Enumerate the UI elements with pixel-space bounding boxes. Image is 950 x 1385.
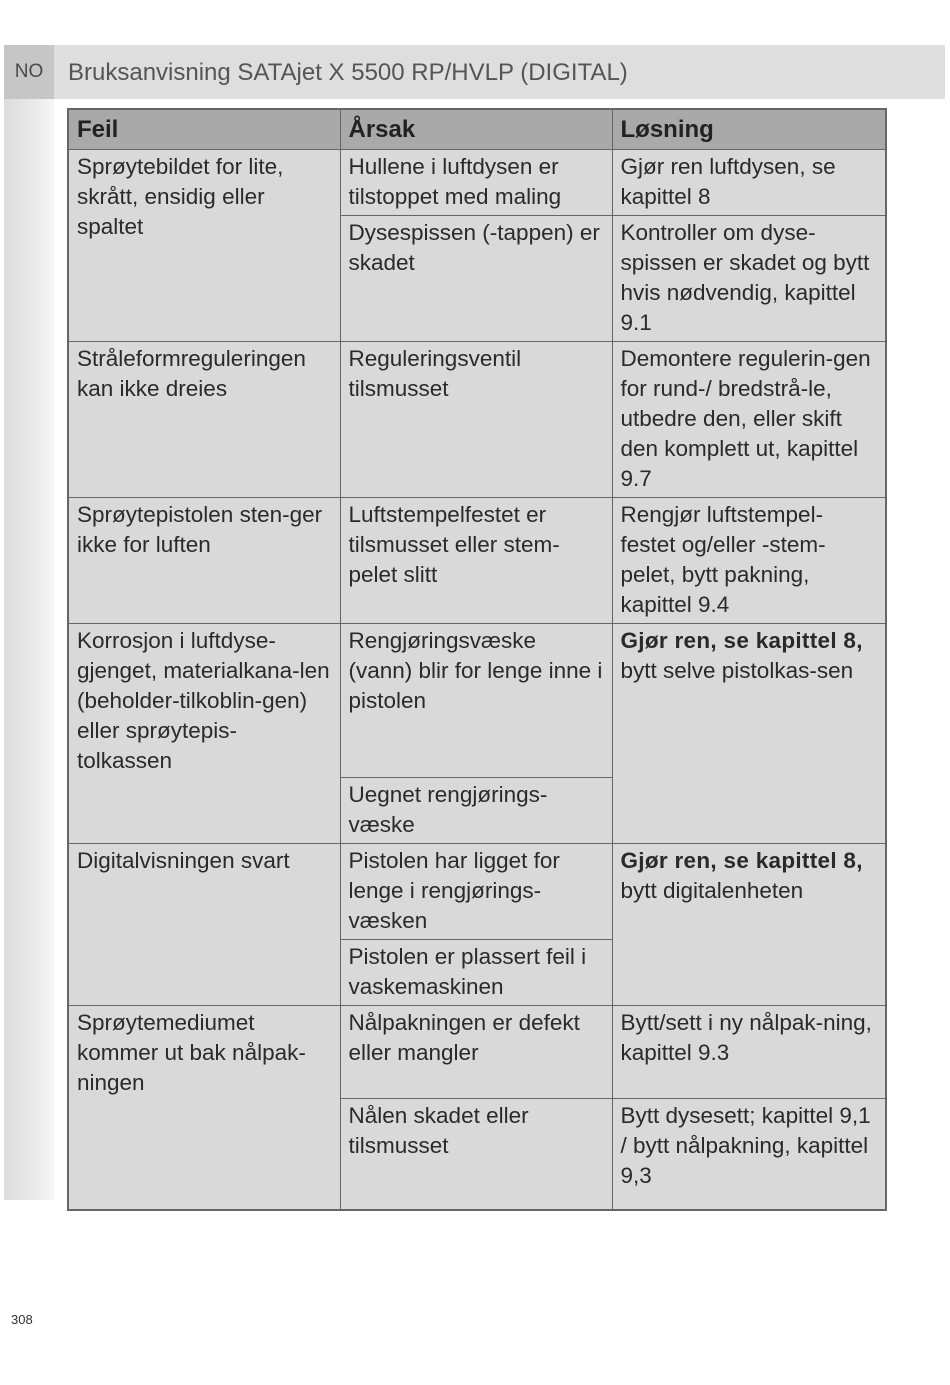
table-row — [68, 342, 886, 498]
table-header-row — [68, 109, 886, 150]
losning-cell — [612, 844, 886, 1006]
losning-bold-text: Gjør ren, se kapittel 8, — [620, 628, 863, 653]
feil-cell: Stråleformreguleringen kan ikke dreies — [68, 342, 340, 498]
feil-cell: Sprøytepistolen sten-ger ikke for luften — [68, 498, 340, 624]
language-code: NO — [4, 45, 54, 99]
arsak-cell: Dysespissen (-tappen) er skadet — [340, 216, 612, 342]
losning-cell: Demontere regulerin-gen for rund-/ bredstrå-le, utbedre den, eller skift den komplett ut, kapittel 9.7 — [612, 342, 886, 498]
feil-cell: Korrosjon i luftdyse-gjenget, materialkana-len (beholder-tilkoblin-gen) eller sprøytepis-tolkassen — [68, 624, 340, 844]
feil-cell: Digitalvisningen svart — [68, 844, 340, 1006]
losning-cell: Bytt dysesett; kapittel 9,1 / bytt nålpakning, kapittel 9,3 — [612, 1099, 886, 1210]
table-row — [68, 844, 886, 940]
losning-text: bytt digitalenheten — [620, 878, 804, 903]
table-row — [68, 150, 886, 216]
column-header-arsak: Årsak — [340, 109, 612, 150]
losning-cell: Gjør ren luftdysen, se kapittel 8 — [612, 150, 886, 216]
arsak-cell: Hullene i luftdysen er tilstoppet med maling — [340, 150, 612, 216]
page-number: 308 — [11, 1312, 33, 1327]
arsak-cell: Pistolen er plassert feil i vaskemaskinen — [340, 940, 612, 1006]
arsak-cell: Reguleringsventil tilsmusset — [340, 342, 612, 498]
column-header-feil: Feil — [68, 109, 340, 150]
arsak-cell: Nålen skadet eller tilsmusset — [340, 1099, 612, 1210]
losning-cell: Kontroller om dyse-spissen er skadet og bytt hvis nødvendig, kapittel 9.1 — [612, 216, 886, 342]
table-row — [68, 1006, 886, 1099]
losning-cell: Rengjør luftstempel-festet og/eller -stem-pelet, bytt pakning, kapittel 9.4 — [612, 498, 886, 624]
arsak-cell: Pistolen har ligget for lenge i rengjørings-væsken — [340, 844, 612, 940]
losning-text: bytt selve pistolkas-sen — [620, 658, 854, 683]
arsak-cell: Rengjøringsvæske (vann) blir for lenge inne i pistolen — [340, 624, 612, 778]
table-row — [68, 498, 886, 624]
losning-cell — [612, 624, 886, 844]
feil-cell: Sprøytemediumet kommer ut bak nålpak-ningen — [68, 1006, 340, 1210]
arsak-cell: Luftstempelfestet er tilsmusset eller stem-pelet slitt — [340, 498, 612, 624]
arsak-cell: Nålpakningen er defekt eller mangler — [340, 1006, 612, 1099]
losning-cell: Bytt/sett i ny nålpak-ning, kapittel 9.3 — [612, 1006, 886, 1099]
feil-cell: Sprøytebildet for lite, skrått, ensidig eller spaltet — [68, 150, 340, 342]
troubleshooting-table — [67, 108, 887, 1211]
losning-bold-text: Gjør ren, se kapittel 8, — [620, 848, 863, 873]
page-margin-strip — [4, 96, 54, 1200]
arsak-cell: Uegnet rengjørings-væske — [340, 778, 612, 844]
document-header — [4, 45, 945, 99]
document-title: Bruksanvisning SATAjet X 5500 RP/HVLP (DIGITAL) — [68, 59, 628, 86]
column-header-losning: Løsning — [612, 109, 886, 150]
table-row — [68, 624, 886, 778]
